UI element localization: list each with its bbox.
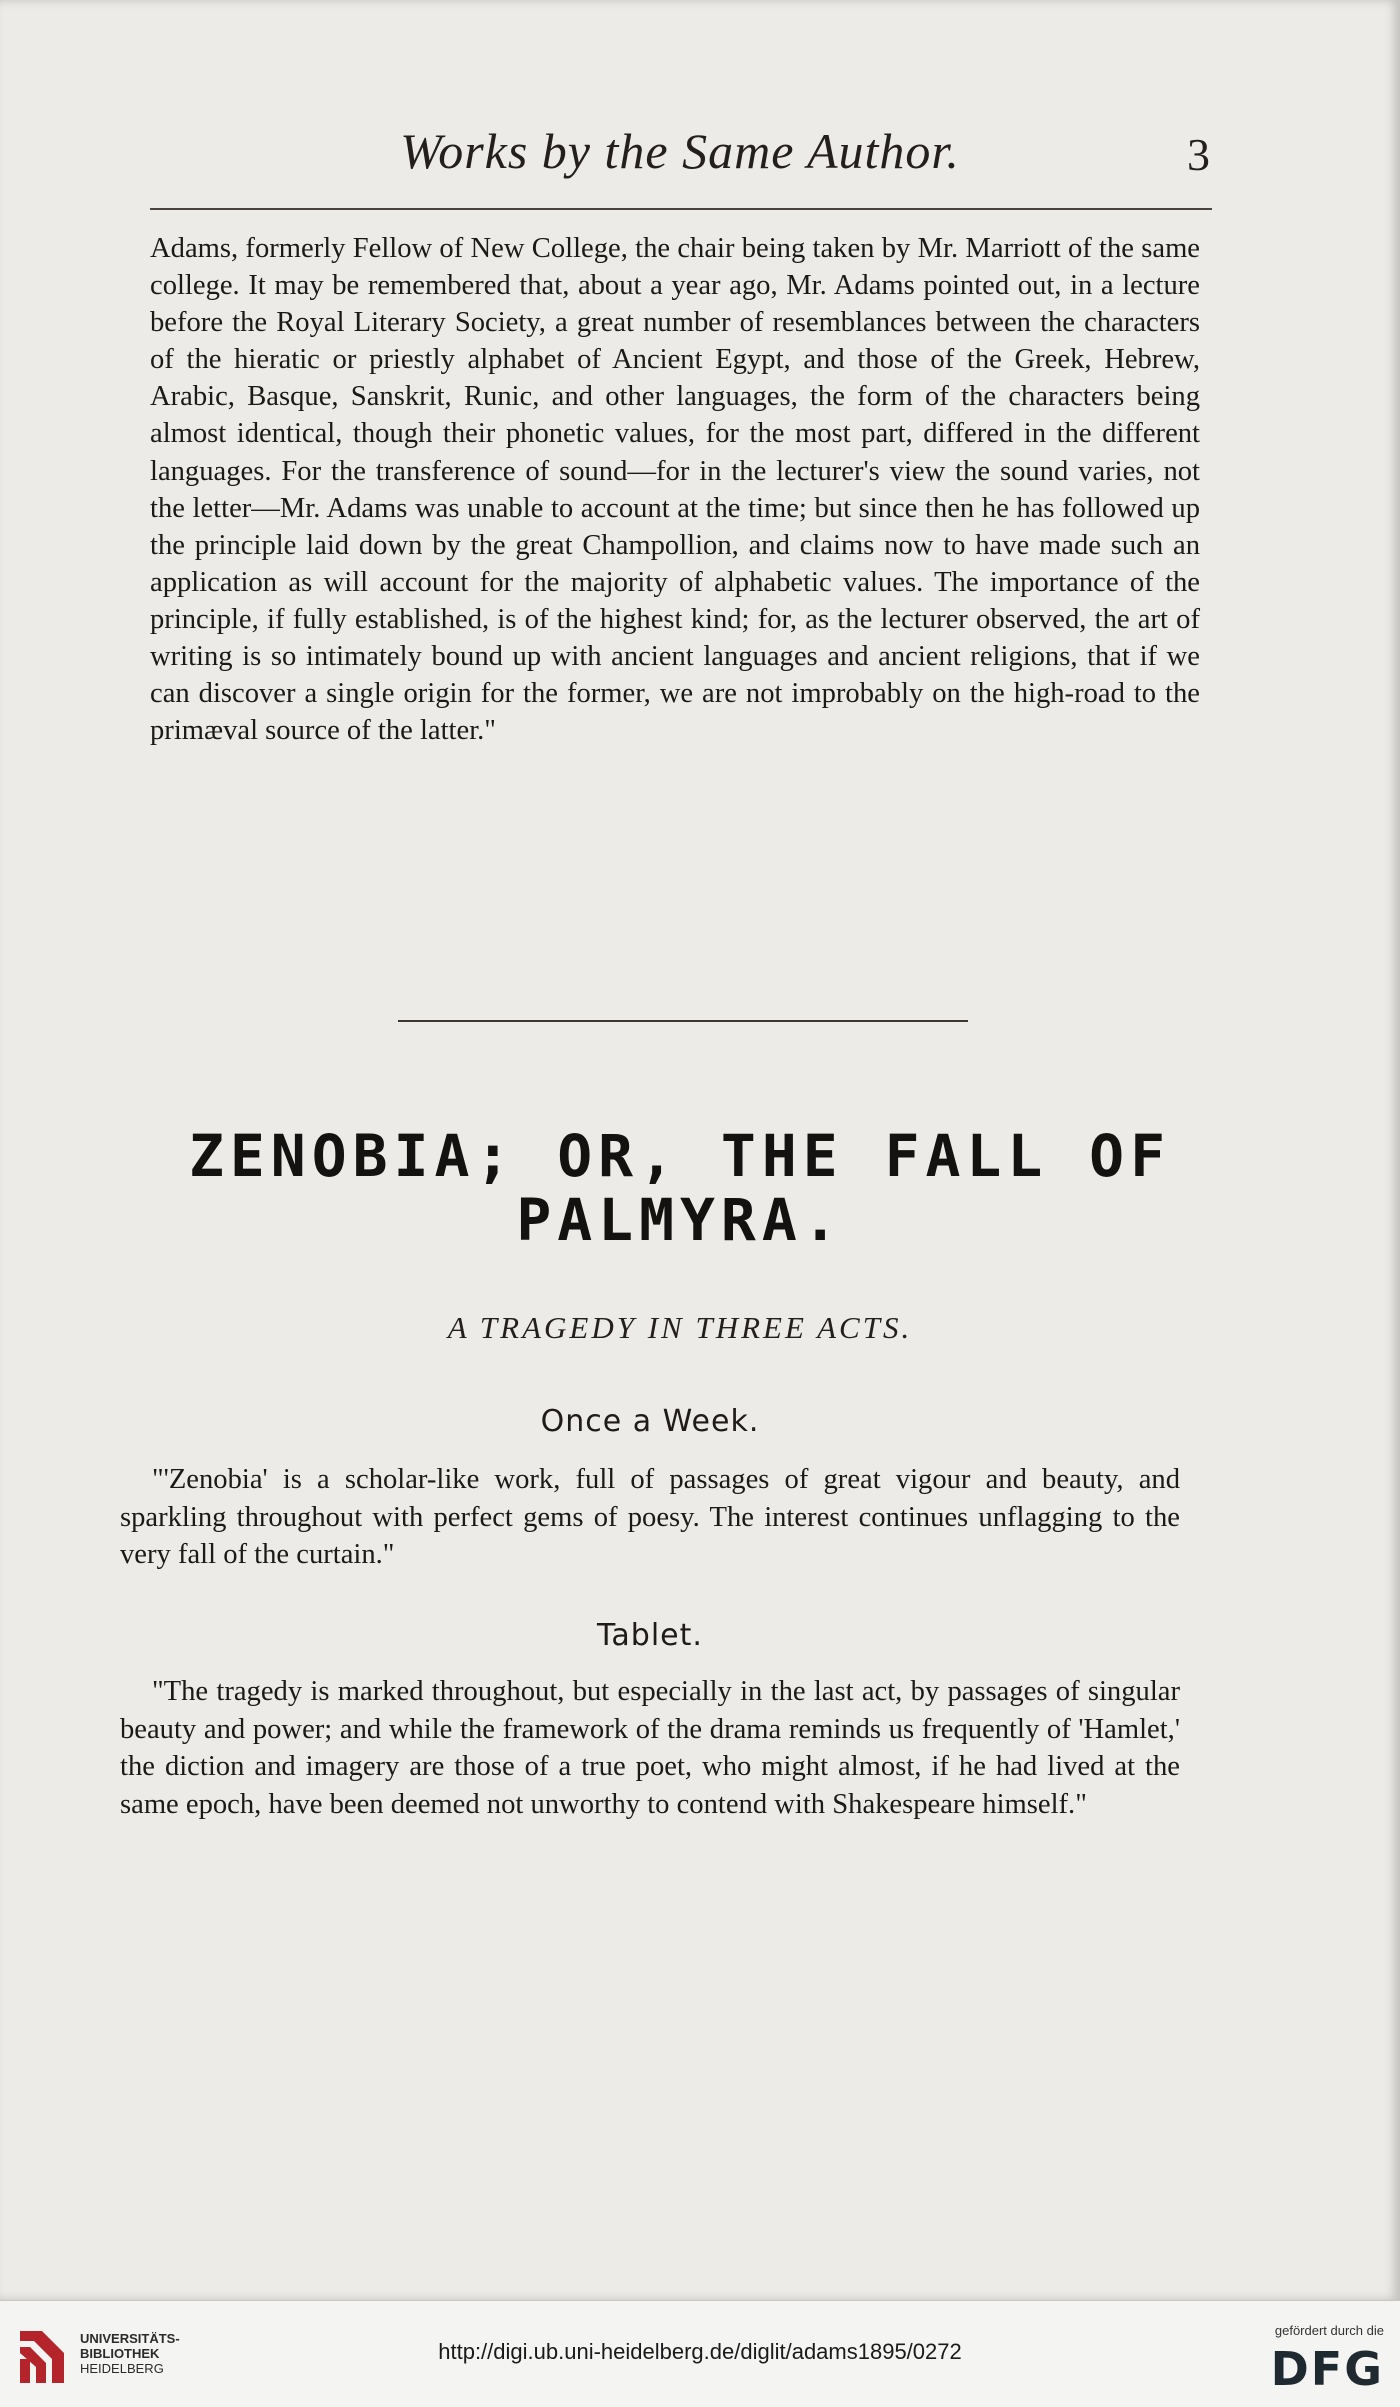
running-title: Works by the Same Author. bbox=[400, 123, 960, 179]
section-divider bbox=[398, 1020, 968, 1022]
library-name-line-3: HEIDELBERG bbox=[80, 2361, 164, 2376]
header-rule bbox=[150, 208, 1212, 210]
page-header bbox=[150, 122, 1210, 192]
work-title-line-2: PALMYRA. bbox=[516, 1186, 844, 1254]
permalink-url[interactable]: http://digi.ub.uni-heidelberg.de/diglit/adams1895/0272 bbox=[438, 2339, 962, 2364]
library-name-line-1: UNIVERSITÄTS- bbox=[80, 2331, 180, 2346]
review-source: Tablet. bbox=[597, 1618, 703, 1653]
review-once-a-week bbox=[120, 1404, 1180, 1574]
review-text: "'Zenobia' is a scholar-like work, full of passages of great vigour and beauty, and sparkling throughout with perfect gems of poesy. The interest continues unflagging to the very fall of the curtain." bbox=[120, 1464, 1180, 1570]
review-source: Once a Week. bbox=[540, 1404, 760, 1439]
work-title bbox=[150, 1124, 1210, 1252]
digitization-footer bbox=[0, 2300, 1400, 2407]
work-subtitle: A TRAGEDY IN THREE ACTS. bbox=[447, 1310, 913, 1345]
dfg-logo: DFG bbox=[1270, 2342, 1384, 2396]
review-tablet bbox=[120, 1618, 1180, 1823]
work-title-line-1: ZENOBIA; OR, THE FALL OF bbox=[188, 1122, 1172, 1190]
library-name-line-2: BIBLIOTHEK bbox=[80, 2346, 160, 2361]
page-number: 3 bbox=[1187, 129, 1210, 180]
body-text bbox=[150, 230, 1200, 749]
funder-label: gefördert durch die bbox=[1274, 2323, 1384, 2338]
review-text: "The tragedy is marked throughout, but especially in the last act, by passages of singular beauty and power; and while the framework of the drama reminds us frequently of 'Hamlet,' the diction and imagery are those of a true poet, who might almost, if he had lived at the same epoch, have been deemed not unworthy to contend with Shakespeare himself." bbox=[120, 1676, 1180, 1820]
continued-paragraph: Adams, formerly Fellow of New College, the chair being taken by Mr. Marriott of the same college. It may be remembered that, about a year ago, Mr. Adams pointed out, in a lecture before the Royal Literary Society, a great number of resemblances between the characters of the hieratic or priestly alphabet of Ancient Egypt, and those of the Greek, Hebrew, Arabic, Basque, Sanskrit, Runic, and other languages, the form of the characters being almost identical, though their phonetic values, for the most part, differed in the different languages. For the transference of sound—for in the lecturer's view the sound varies, not the letter—Mr. Adams was unable to account at the time; but since then he has followed up the principle laid down by the great Champollion, and claims now to have made such an application as will account for the majority of alphabetic values. The importance of the principle, if fully established, is of the highest kind; for, as the lecturer observed, the art of writing is so intimately bound up with ancient languages and ancient religions, that if we can discover a single origin for the former, we are not improbably on the high-road to the primæval source of the latter." bbox=[150, 233, 1200, 747]
